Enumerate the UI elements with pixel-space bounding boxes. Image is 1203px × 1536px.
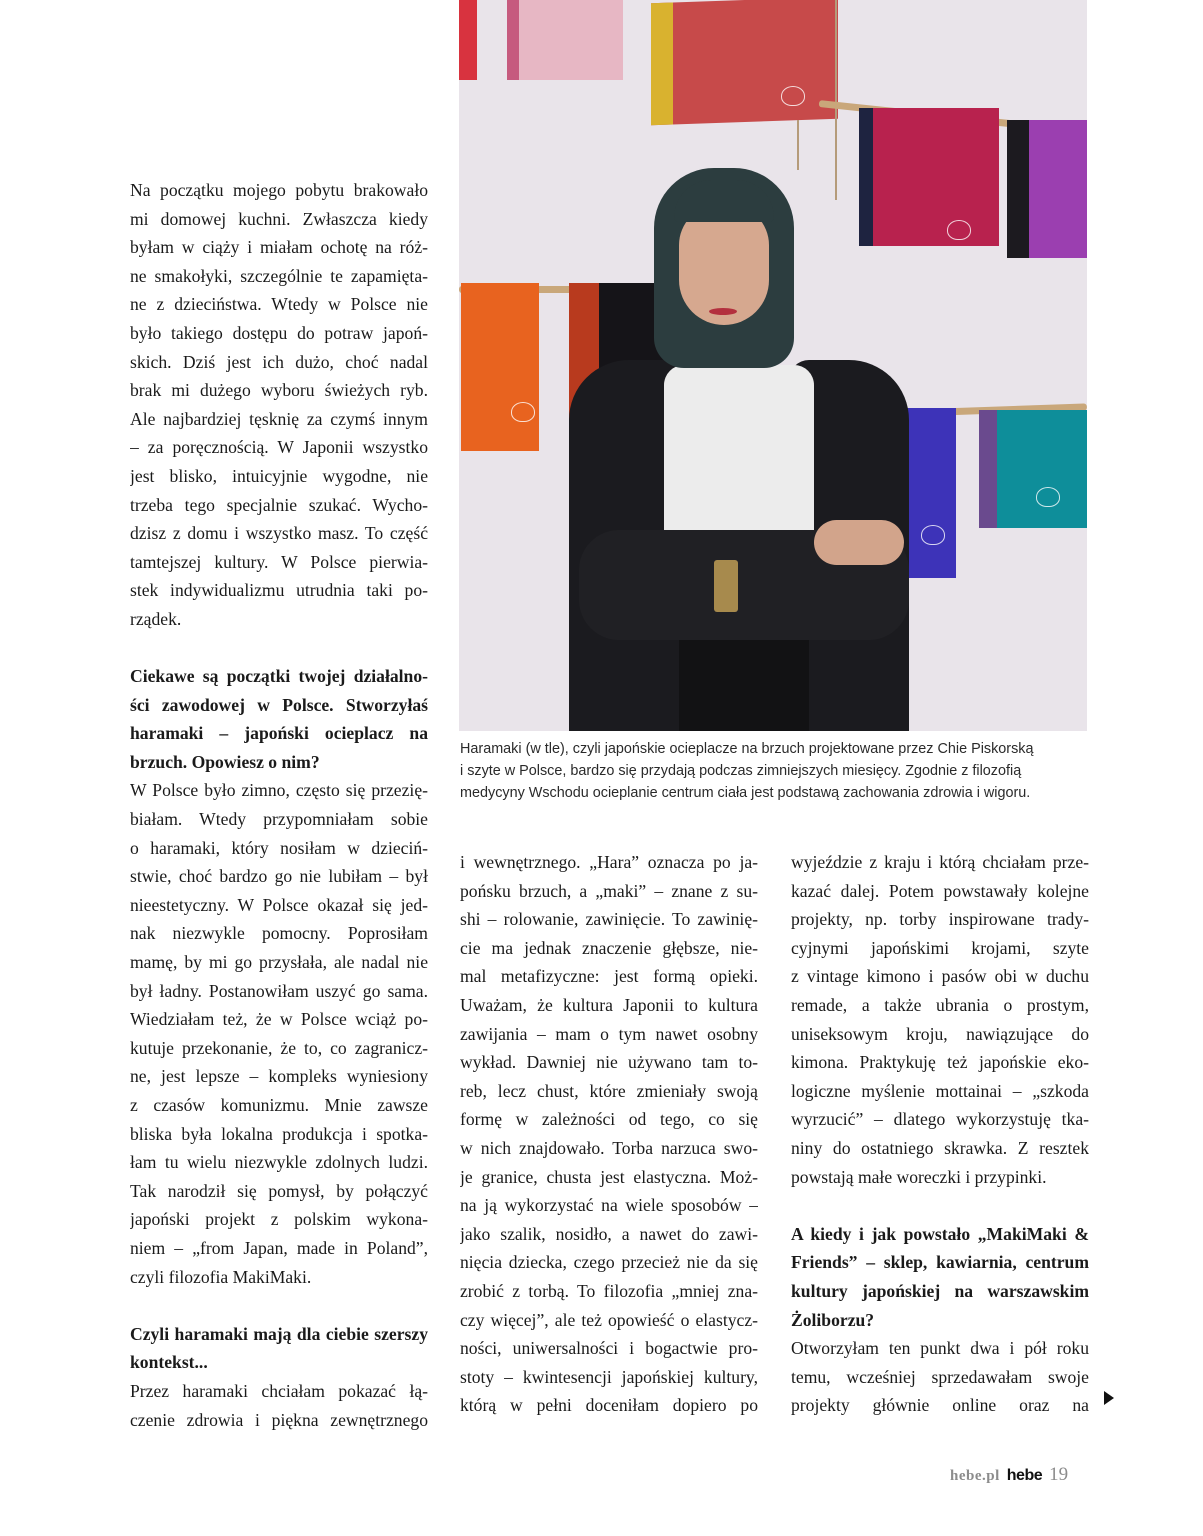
text-line: tamtejszej kultury. W Polsce pierwia-	[130, 551, 428, 572]
text-line: skich. Dziś jest ich dużo, choć nadal	[130, 351, 428, 372]
text-line: zawijania – mam o tym nawet osobny	[460, 1023, 758, 1044]
logo-mark-icon	[921, 525, 945, 545]
text-line: powstają małe woreczki i przypinki.	[791, 1166, 1047, 1187]
scarf-purple-black	[1007, 120, 1087, 258]
text-line: kazać dalej. Potem powstawały kolejne	[791, 880, 1089, 901]
text-line: A kiedy i jak powstało „MakiMaki &	[791, 1223, 1089, 1244]
text-line: kultury japońskiej na warszawskim	[791, 1280, 1089, 1301]
text-line: Otworzyłam ten punkt dwa i pół roku	[791, 1338, 1089, 1359]
text-line: je granice, chusta jest elastyczna. Moż-	[460, 1166, 758, 1187]
continue-triangle-icon	[1104, 1391, 1114, 1405]
text-line: nieestetyczny. W Polsce okazał się jed-	[130, 894, 428, 915]
text-line: stek indywidualizmu utrudnia taki po-	[130, 580, 428, 601]
scarf-magenta-navy	[859, 108, 999, 246]
rope	[835, 0, 837, 200]
text-line: japoński projekt z polskim wykona-	[130, 1209, 428, 1230]
paragraph	[130, 176, 428, 634]
text-column-left	[130, 176, 428, 1434]
text-line: projekty, np. torby inspirowane trady-	[791, 909, 1089, 930]
text-line: łam tu wielu niezwykle zdolnych ludzi.	[130, 1152, 428, 1173]
text-line: było takiego dostępu do potraw japoń-	[130, 322, 428, 343]
scarf-teal-purple	[979, 410, 1087, 528]
interview-answer	[130, 1377, 428, 1434]
logo-mark-icon	[781, 86, 805, 106]
text-line: białam. Wtedy przypomniałam sobie	[130, 809, 428, 830]
text-line: wyjeździe z kraju i którą chciałam prze-	[791, 852, 1089, 872]
paragraph-gap	[130, 1291, 428, 1320]
text-line: pońsku brzuch, a „maki” – znane z su-	[460, 880, 758, 901]
text-line: projekty głównie online oraz na	[791, 1395, 1089, 1416]
caption-line: i szyte w Polsce, bardzo się przydają podczas zimniejszych miesięcy. Zgodnie z filozofią	[460, 763, 1022, 779]
text-line: reb, lecz chust, które zmieniały swoją	[460, 1080, 758, 1101]
text-line: Ciekawe są początki twojej działalno-	[130, 666, 428, 687]
text-line: mal metafizyczne: jest formą opieki.	[460, 966, 758, 987]
logo-mark-icon	[1036, 487, 1060, 507]
text-line: ne z dzieciństwa. Wtedy w Polsce nie	[130, 294, 428, 315]
text-line: W Polsce było zimno, często się przezię-	[130, 780, 428, 801]
text-line: stoty – kwintesencji japońskiej kultury,	[460, 1366, 758, 1387]
text-line: kontekst...	[130, 1352, 208, 1373]
rope	[797, 120, 799, 170]
interview-answer	[130, 776, 428, 1291]
text-line: z vintage kimono i pasów obi w duchu	[791, 966, 1089, 987]
person-lips	[709, 308, 737, 315]
caption-line: Haramaki (w tle), czyli japońskie ocieplacze na brzuch projektowane przez Chie Piskorską	[460, 741, 1034, 757]
scarf-orange	[461, 283, 539, 451]
person-bracelet	[714, 560, 738, 612]
text-line: w nich znajdowało. Torba narzuca swo-	[460, 1137, 758, 1158]
paragraph-gap	[791, 1191, 1089, 1220]
text-line: kimona. Praktykuję też japońskie eko-	[791, 1052, 1089, 1073]
text-line: Na początku mojego pobytu brakowało	[130, 180, 428, 200]
text-line: Wiedziałam też, że w Polsce wciąż po-	[130, 1009, 428, 1030]
text-column-middle	[460, 848, 758, 1420]
text-line: ne smakołyki, szczególnie te zapamięta-	[130, 265, 428, 286]
text-line: nak niezwykle pomocny. Poprosiłam	[130, 923, 428, 944]
text-line: jako szalik, nosidło, a nawet do zawi-	[460, 1223, 758, 1244]
person-face	[679, 205, 769, 325]
text-line: Przez haramaki chciałam pokazać łą-	[130, 1380, 428, 1401]
text-line: formę w zależności od tego, co się	[460, 1109, 758, 1130]
caption-line: medycyny Wschodu ocieplanie centrum ciała jest podstawą zachowania zdrowia i wigoru.	[460, 785, 1031, 801]
text-line: remade, a także ubrania o prostym,	[791, 994, 1089, 1015]
text-line: był ładny. Postanowiłam uszyć go sama.	[130, 980, 428, 1001]
text-line: Friends” – sklep, kawiarnia, centrum	[791, 1252, 1089, 1273]
interview-question	[130, 662, 428, 776]
text-line: byłam w ciąży i miałam ochotę na róż-	[130, 237, 428, 258]
text-line: wykład. Dawniej nie używano tam to-	[460, 1052, 758, 1073]
text-line: Tak narodził się pomysł, by połączyć	[130, 1180, 428, 1201]
text-line: ności, uniwersalności i bogactwie pro-	[460, 1338, 758, 1359]
text-line: zrobić z torbą. To filozofia „mniej zna-	[460, 1280, 758, 1301]
text-line: czenie zdrowia i piękna zewnętrznego	[130, 1409, 428, 1430]
text-line: niem – „from Japan, made in Poland”,	[130, 1237, 428, 1258]
footer-brand-logo: hebe	[1006, 1467, 1043, 1484]
text-line: cie ma jednak znaczenie głębsze, nie-	[460, 937, 758, 958]
person-hand	[814, 520, 904, 565]
scarf-pink	[507, 0, 623, 80]
photo-caption	[460, 738, 1090, 804]
paragraph	[791, 848, 1089, 1191]
text-line: Ale najbardziej tęsknię za czymś innym	[130, 408, 428, 429]
interview-question	[791, 1220, 1089, 1334]
text-line: kutuje przekonanie, że to, co zagranicz-	[130, 1037, 428, 1058]
text-line: Czyli haramaki mają dla ciebie szerszy	[130, 1323, 428, 1344]
text-line: z czasów komunizmu. Mnie zawsze	[130, 1095, 428, 1115]
paragraph-gap	[130, 634, 428, 663]
text-line: mi domowej kuchni. Zwłaszcza kiedy	[130, 208, 428, 229]
text-line: bliska była lokalna produkcja i spotka-	[130, 1123, 428, 1144]
text-line: haramaki – japoński ocieplacz na	[130, 723, 428, 744]
logo-mark-icon	[947, 220, 971, 240]
text-line: wyrzucić” – dlatego wykorzystuję tka-	[791, 1109, 1089, 1130]
person-skirt	[679, 640, 809, 731]
text-line: czy więcej”, ale też opowieść o elastycz-	[460, 1309, 758, 1330]
paragraph	[460, 848, 758, 1420]
text-line: czyli filozofia MakiMaki.	[130, 1266, 312, 1287]
footer-site-url[interactable]: hebe.pl	[950, 1468, 1000, 1484]
text-line: jest blisko, intuicyjnie wygodne, nie	[130, 465, 428, 486]
text-line: nięcia dziecka, czego przecież nie da się	[460, 1252, 758, 1273]
text-line: temu, wcześniej sprzedawałam swoje	[791, 1366, 1089, 1387]
text-line: którą w pełni doceniłam dopiero po	[460, 1395, 758, 1416]
text-line: o haramaki, który nosiłam w dzieciń-	[130, 837, 428, 858]
interview-question	[130, 1320, 428, 1377]
scarf-red-top-left	[459, 0, 477, 80]
text-line: niny do ostatniego skrawka. Z resztek	[791, 1137, 1089, 1158]
text-column-right	[791, 848, 1089, 1420]
text-line: i wewnętrznego. „Hara” oznacza po ja-	[460, 852, 758, 872]
text-line: brzuch. Opowiesz o nim?	[130, 751, 320, 772]
interview-answer	[791, 1334, 1089, 1420]
text-line: ści zawodowej w Polsce. Stworzyłaś	[130, 694, 428, 715]
text-line: uniseksowym kroju, nawiązujące do	[791, 1023, 1089, 1044]
text-line: logiczne myślenie mottainai – „szkoda	[791, 1080, 1089, 1101]
text-line: rządek.	[130, 608, 182, 629]
text-line: shi – rolowanie, zawinięcie. To zawinię-	[460, 909, 758, 930]
text-line: stwie, choć bardzo go nie lubiłam – był	[130, 866, 428, 887]
text-line: Uważam, że kultura Japonii to kultura	[460, 994, 758, 1015]
scarf-red-yellow	[651, 0, 838, 125]
page-number: 19	[1049, 1464, 1069, 1485]
text-line: cyjnymi japońskimi krojami, szyte	[791, 937, 1089, 958]
article-photo	[459, 0, 1087, 731]
text-line: na ją wykorzystać na wiele sposobów –	[460, 1195, 758, 1216]
text-line: trzeba tego specjalnie szukać. Wycho-	[130, 494, 428, 515]
text-line: Żoliborzu?	[791, 1309, 875, 1330]
logo-mark-icon	[511, 402, 535, 422]
text-line: mamę, by mi go przysłała, ale nadal nie	[130, 952, 428, 973]
text-line: brak mi dużego wyboru świeżych ryb.	[130, 380, 428, 401]
text-line: – za poręcznością. W Japonii wszystko	[130, 437, 428, 458]
page-footer	[950, 1464, 1068, 1488]
text-line: dzisz z domu i wszystko masz. To część	[130, 523, 428, 544]
text-line: ne, jest lepsze – kompleks wyniesiony	[130, 1066, 428, 1087]
